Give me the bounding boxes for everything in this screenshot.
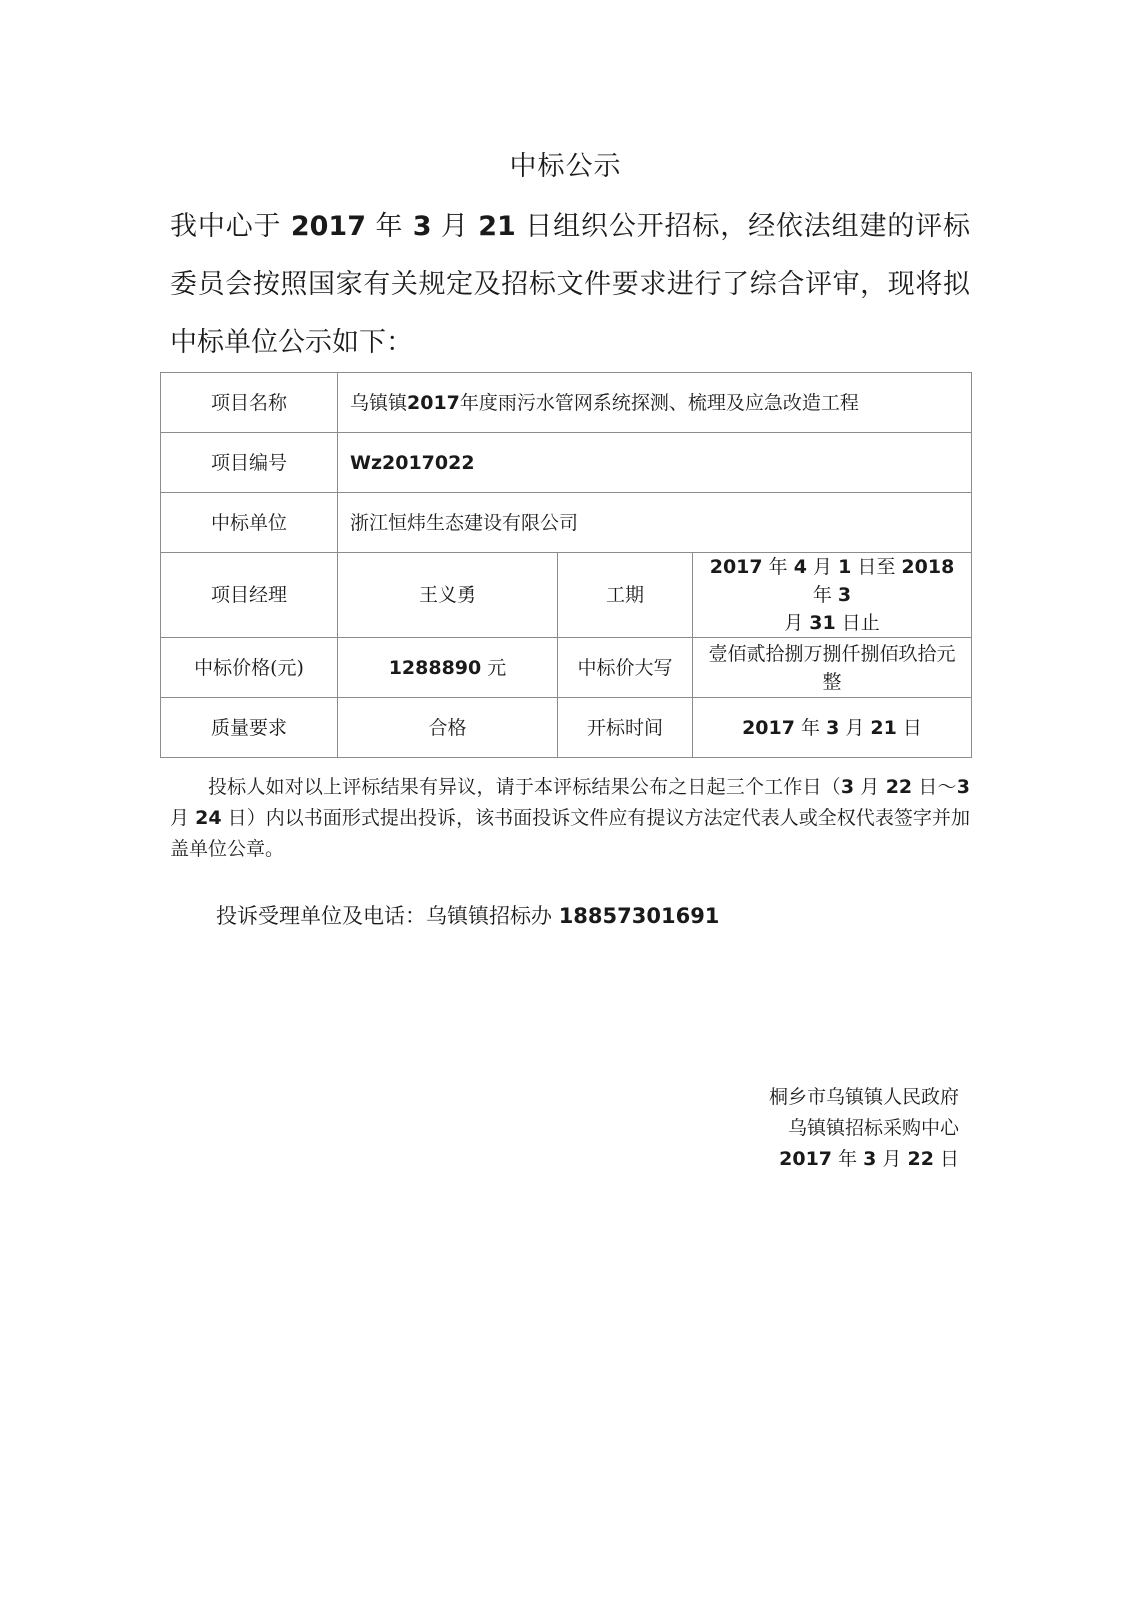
period-text-2: 月 [813,556,833,578]
period-text-6: 日止 [841,612,880,634]
table-row [161,638,972,698]
objection-notice [170,772,970,865]
intro-text-1: 我中心于 [170,211,282,242]
price-value [338,638,558,698]
open-time-label: 开标时间 [558,698,693,758]
signature-line-center: 乌镇镇招标采购中心 [787,1117,959,1139]
signature-text-1: 年 [838,1148,858,1170]
winner-value: 浙江恒炜生态建设有限公司 [338,493,972,553]
notice-text-3: 日～ [918,776,957,798]
price-upper-value: 壹佰贰拾捌万捌仟捌佰玖拾元整 [693,638,972,698]
open-text-1: 年 [801,716,821,739]
open-year: 2017 [742,716,795,739]
signature-date [769,1144,959,1175]
signature-text-2: 月 [882,1148,902,1170]
period-month-2: 3 [837,584,852,606]
price-number: 1288890 [388,656,482,679]
table-row [161,698,972,758]
notice-text-1: 投标人如对以上评标结果有异议，请于本评标结果公布之日起三个工作日（ [208,776,841,798]
project-name-prefix: 乌镇镇 [350,391,408,414]
signature-month: 3 [863,1148,877,1170]
project-name-label: 项目名称 [161,373,338,433]
intro-text-3: 月 [440,211,469,242]
price-label: 中标价格(元) [161,638,338,698]
notice-text-5: 日）内以书面形式提出投诉，该书面投诉文件应有提议方法定代表人或全权代表签字并加盖单位公章。 [170,807,970,860]
period-text-3: 日至 [857,556,896,578]
period-text-1: 年 [768,556,788,578]
notice-day-2: 24 [195,807,222,829]
table-row [161,433,972,493]
notice-text-2: 月 [860,776,880,798]
project-name-value [338,373,972,433]
open-text-3: 日 [902,716,922,739]
complaint-label: 投诉受理单位及电话：乌镇镇招标办 [216,904,552,928]
open-time-value [693,698,972,758]
signature-day: 22 [907,1148,934,1170]
winner-label: 中标单位 [161,493,338,553]
notice-text-4: 月 [170,807,190,829]
notice-month-2: 3 [956,776,970,798]
open-text-2: 月 [845,716,865,739]
period-day-2: 31 [809,612,836,634]
project-name-year: 2017 [407,391,460,414]
period-value [693,553,972,638]
manager-label: 项目经理 [161,553,338,638]
price-unit: 元 [487,656,507,679]
award-table [160,372,972,758]
notice-month-1: 3 [840,776,855,798]
document-title: 中标公示 [509,151,622,182]
project-name-suffix: 年度雨污水管网系统探测、梳理及应急改造工程 [459,391,859,414]
signature-year: 2017 [779,1148,833,1170]
project-no: Wz2017022 [350,451,475,474]
intro-year: 2017 [290,211,366,242]
complaint-contact [216,900,719,930]
table-row [161,553,972,638]
intro-text-2: 年 [375,211,404,242]
period-text-4: 年 [812,584,832,606]
intro-text-4: 日组织公开招标，经依法组建的评标委员会按照国家有关规定及招标文件要求进行了综合评审，现将拟中标单位公示如下： [170,211,971,358]
manager-value: 王义勇 [338,553,558,638]
complaint-phone: 18857301691 [558,904,720,928]
price-upper-label: 中标价大写 [558,638,693,698]
period-month-1: 4 [793,556,807,578]
signature-block [769,1082,959,1175]
period-day-1: 1 [838,556,852,578]
table-row [161,373,972,433]
intro-month: 3 [412,211,432,242]
table-row [161,493,972,553]
project-no-value [338,433,972,493]
project-no-label: 项目编号 [161,433,338,493]
signature-line-government: 桐乡市乌镇镇人民政府 [768,1086,959,1108]
intro-day: 21 [478,211,516,242]
signature-text-3: 日 [939,1148,959,1170]
notice-day-1: 22 [885,776,913,798]
quality-label: 质量要求 [161,698,338,758]
quality-value: 合格 [338,698,558,758]
open-day: 21 [870,716,897,739]
open-month: 3 [826,716,840,739]
period-text-5: 月 [784,612,804,634]
period-year-1: 2017 [709,556,763,578]
intro-paragraph [170,198,970,372]
period-label: 工期 [558,553,693,638]
period-year-2: 2018 [901,556,955,578]
